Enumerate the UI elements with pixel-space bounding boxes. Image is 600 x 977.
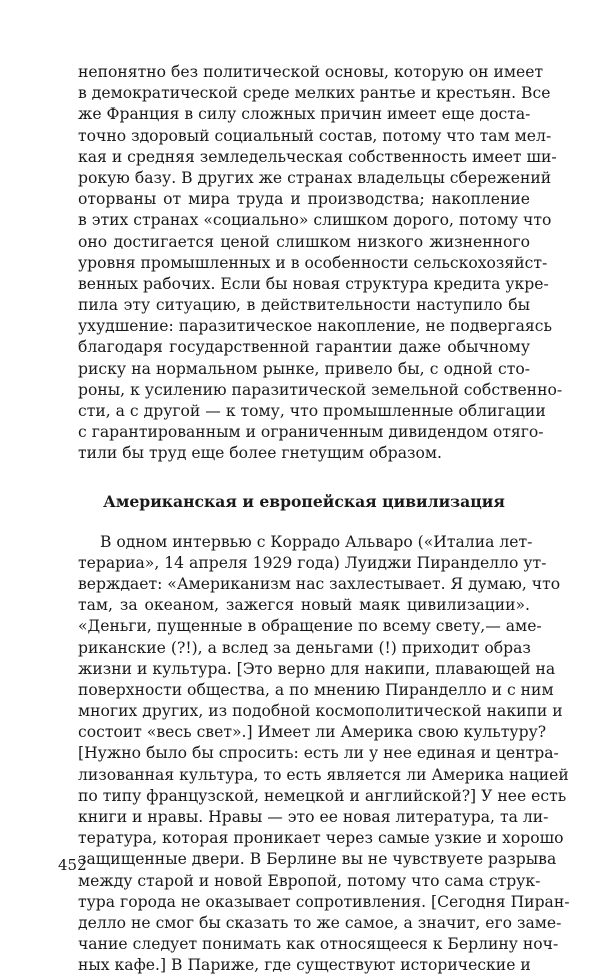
text-line: там, за океаном, зажегся новый маяк цивилизации». [78, 596, 530, 615]
text-line: ухудшение: паразитическое накопление, не подвергаясь [78, 317, 552, 336]
text-line: «Деньги, пущенные в обращение по всему свету,— аме- [78, 617, 542, 636]
text-line: уровня промышленных и в особенности сельскохозяйст- [78, 253, 548, 272]
text-line: кая и средняя земледельческая собственность имеет ши- [78, 147, 557, 166]
text-line: книги и нравы. Нравы — это ее новая литература, та ли- [78, 808, 549, 826]
text-line: точно здоровый социальный состав, потому что там мел- [78, 126, 552, 145]
text-line: рокую базу. В других же странах владельцы сбережений [78, 168, 552, 187]
text-line: благодаря государственной гарантии даже обычному [78, 338, 530, 357]
text-line: состоит «весь свет».] Имеет ли Америка свою культуру? [78, 723, 547, 742]
text-line: же Франция в силу сложных причин имеет еще доста- [78, 105, 531, 124]
text-line: защищенные двери. В Берлине вы не чувствуете разрыва [78, 850, 557, 869]
text-line: непонятно без политической основы, которую он имеет [78, 63, 544, 81]
text-line: венных рабочих. Если бы новая структура кредита укре- [78, 274, 549, 293]
text-line: по типу французской, немецкой и английской?] У нее есть [78, 786, 567, 805]
text-line: терариа», 14 апреля 1929 года) Луиджи Пиранделло ут- [78, 553, 547, 572]
text-line: риканские (?!), а вслед за деньгами (!) приходит образ [78, 638, 531, 657]
text-line: поверхности общества, а по мнению Пиранделло и с ним [78, 680, 554, 699]
text-line: лизованная культура, то есть является ли Америка нацией [78, 765, 569, 784]
text-line: пила эту ситуацию, в действительности наступило бы [78, 296, 530, 315]
text-line: В одном интервью с Коррадо Альваро («Италиа лет- [100, 532, 533, 551]
text-line: между старой и новой Европой, потому что сама струк- [78, 871, 541, 890]
text-line: тура города не оказывает сопротивления. [Сегодня Пиран- [78, 892, 570, 911]
text-line: чание следует понимать как относящееся к Берлину ноч- [78, 935, 559, 954]
text-line: тература, которая проникает через самые узкие и хорошо [78, 829, 564, 848]
text-line: роны, к усилению паразитической земельной собственно- [78, 380, 563, 399]
text-line: в этих странах «социально» слишком дорого, потому что [78, 211, 552, 230]
text-line: оно достигается ценой слишком низкого жизненного [78, 232, 530, 251]
text-line: тили бы труд еще более гнетущим образом. [78, 444, 442, 463]
text-line: жизни и культура. [Это верно для накипи, плавающей на [78, 659, 556, 678]
page-number: 452 [58, 856, 87, 874]
text-line: многих других, из подобной космополитической накипи и [78, 702, 563, 721]
paragraph-american-civilization [78, 532, 570, 977]
text-line: оторваны от мира труда и производства; накопление [78, 190, 530, 209]
text-line: [Нужно было бы спросить: есть ли у нее единая и центра- [78, 744, 559, 763]
text-line: с гарантированным и ограниченным дивидендом отяго- [78, 423, 544, 442]
section-heading: Американская и европейская цивилизация [103, 491, 505, 511]
text-line: делло не смог бы сказать то же самое, а значит, его заме- [78, 913, 562, 932]
text-line: сти, а с другой — к тому, что промышленные облигации [78, 402, 546, 420]
text-line: верждает: «Американизм нас захлестывает. Я думаю, что [78, 574, 561, 593]
text-line: риску на нормальном рынке, привело бы, с одной сто- [78, 359, 530, 378]
paragraph-credit-structure [78, 62, 563, 465]
text-line: в демократической среде мелких рантье и крестьян. Все [78, 84, 551, 103]
page-content [78, 62, 570, 977]
text-line: ных кафе.] В Париже, где существуют исторические и [78, 956, 531, 975]
